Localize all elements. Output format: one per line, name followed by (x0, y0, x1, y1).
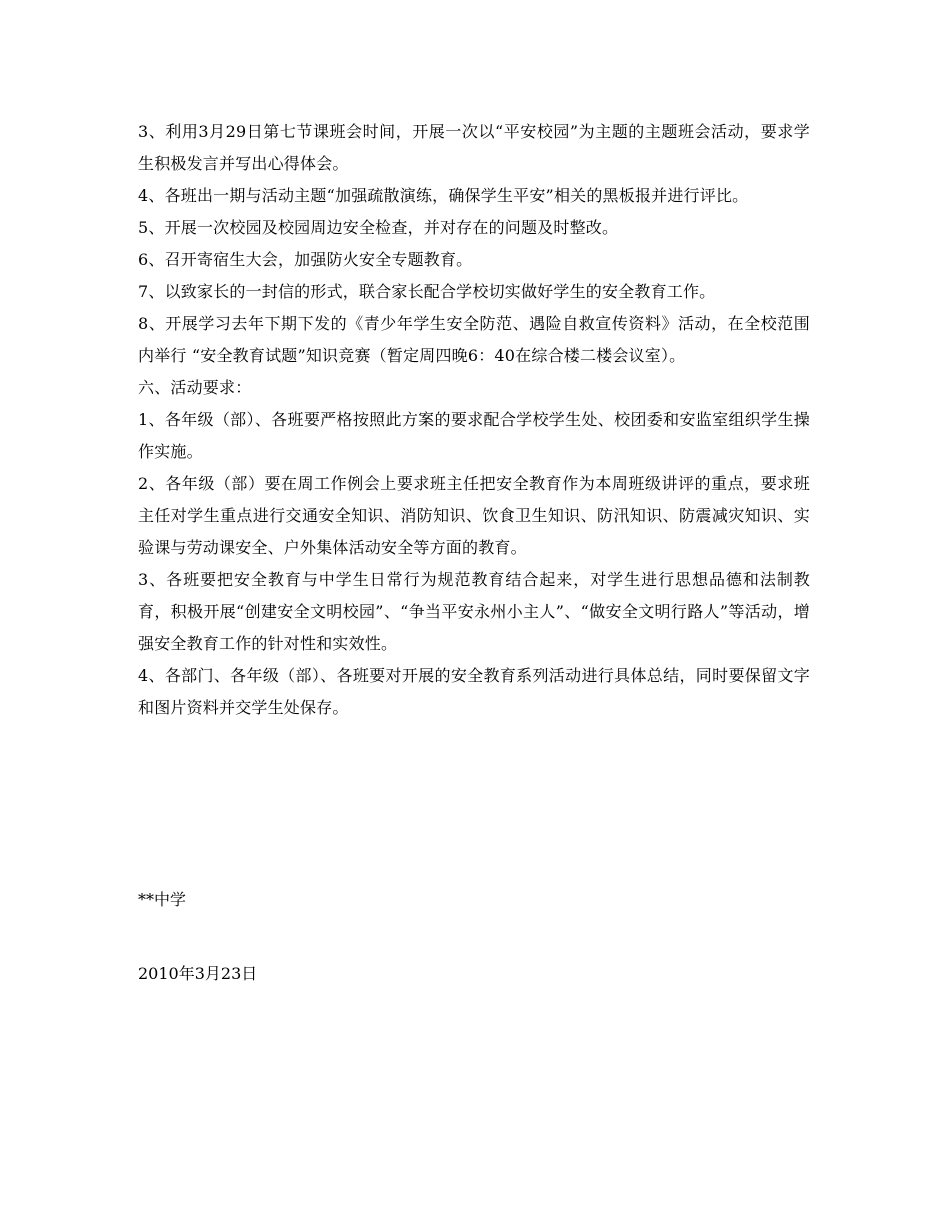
requirement-item-3: 3、各班要把安全教育与中学生日常行为规范教育结合起来，对学生进行思想品德和法制教育，积极开展“创建安全文明校园”、“争当平安永州小主人”、“做安全文明行路人”等活动，增强安全教育工作的针对性和实效性。 (138, 570, 810, 653)
paragraph-item-3: 3、利用3月29日第七节课班会时间，开展一次以“平安校园”为主题的主题班会活动，要求学生积极发言并写出心得体会。 (138, 122, 810, 173)
section-heading-requirements: 六、活动要求： (138, 378, 252, 397)
paragraph-item-4: 4、各班出一期与活动主题“加强疏散演练，确保学生平安”相关的黑板报并进行评比。 (138, 186, 749, 205)
paragraph-item-5: 5、开展一次校园及校园周边安全检查，并对存在的问题及时整改。 (138, 218, 619, 237)
signature-school: **中学 (138, 890, 187, 909)
paragraph-item-7: 7、以致家长的一封信的形式，联合家长配合学校切实做好学生的安全教育工作。 (138, 282, 716, 301)
paragraph-item-8: 8、开展学习去年下期下发的《青少年学生安全防范、遇险自救宣传资料》活动，在全校范围内举行 “安全教育试题”知识竞赛（暂定周四晚6：40在综合楼二楼会议室）。 (138, 314, 810, 365)
requirement-item-1: 1、各年级（部）、各班要严格按照此方案的要求配合学校学生处、校团委和安监室组织学生操作实施。 (138, 410, 810, 461)
paragraph-item-6: 6、召开寄宿生大会，加强防火安全专题教育。 (138, 250, 473, 269)
document-body (138, 116, 810, 724)
requirement-item-4: 4、各部门、各年级（部）、各班要对开展的安全教育系列活动进行具体总结，同时要保留文字和图片资料并交学生处保存。 (138, 666, 810, 717)
signature-date: 2010年3月23日 (138, 964, 258, 983)
requirement-item-2: 2、各年级（部）要在周工作例会上要求班主任把安全教育作为本周班级讲评的重点，要求班主任对学生重点进行交通安全知识、消防知识、饮食卫生知识、防汛知识、防震减灾知识、实验课与劳动课安全、户外集体活动安全等方面的教育。 (138, 474, 810, 557)
